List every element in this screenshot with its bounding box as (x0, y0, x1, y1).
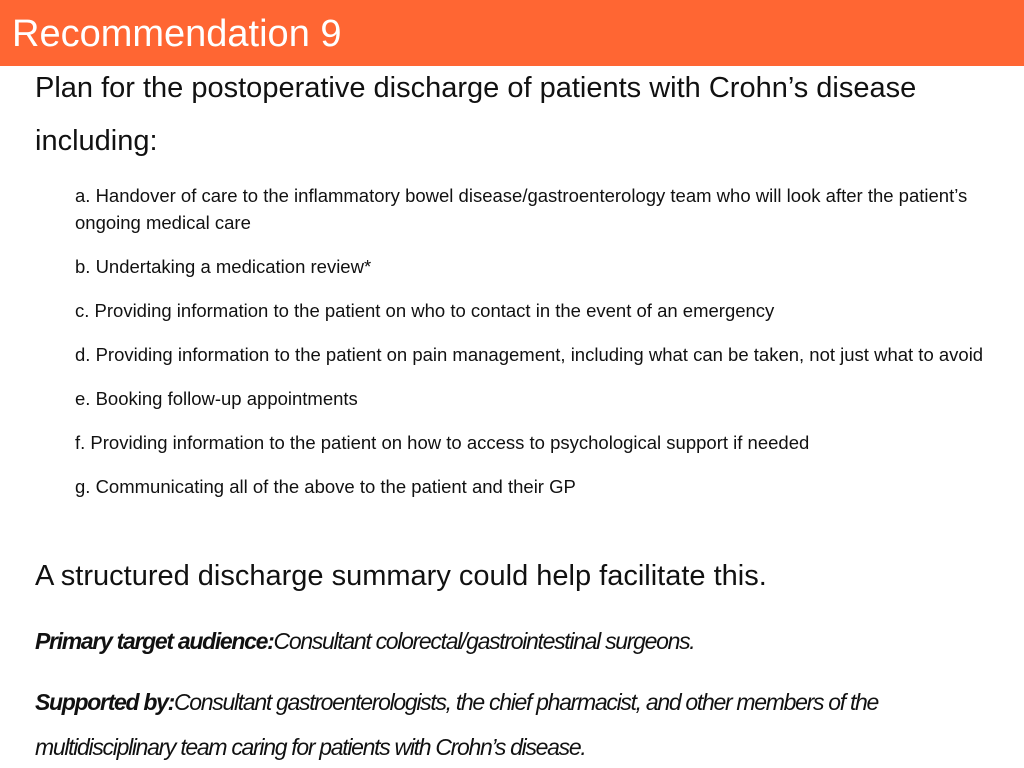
supported-by-label: Supported by: (35, 689, 174, 715)
target-audience-text: Consultant colorectal/gastrointestinal surgeons. (273, 628, 695, 654)
list-item-c: c. Providing information to the patient on who to contact in the event of an emergency (75, 300, 775, 321)
supported-by-text: Consultant gastroenterologists, the chief pharmacist, and other members of the multidisciplinary team caring for patients with Crohn’s disease. (35, 689, 879, 760)
list-item-a: a. Handover of care to the inflammatory bowel disease/gastroenterology team who will look after the patient’s ongoing medical care (75, 185, 968, 233)
summary-text: A structured discharge summary could help facilitate this. (35, 560, 767, 592)
list-item-d: d. Providing information to the patient on pain management, including what can be taken, not just what to avoid (75, 344, 984, 365)
list-item-f: f. Providing information to the patient on how to access to psychological support if needed (75, 432, 810, 453)
title-bar (0, 0, 1024, 66)
list-item-b: b. Undertaking a medication review* (75, 256, 372, 277)
target-audience-label: Primary target audience: (35, 628, 274, 654)
list-item-e: e. Booking follow-up appointments (75, 388, 358, 409)
recommendation-list (75, 182, 1000, 517)
list-item-g: g. Communicating all of the above to the patient and their GP (75, 476, 576, 497)
supported-by (35, 680, 1010, 768)
slide-title: Recommendation 9 (12, 13, 342, 55)
intro-text: Plan for the postoperative discharge of patients with Crohn’s disease including: (35, 72, 917, 157)
target-audience (35, 620, 1010, 662)
